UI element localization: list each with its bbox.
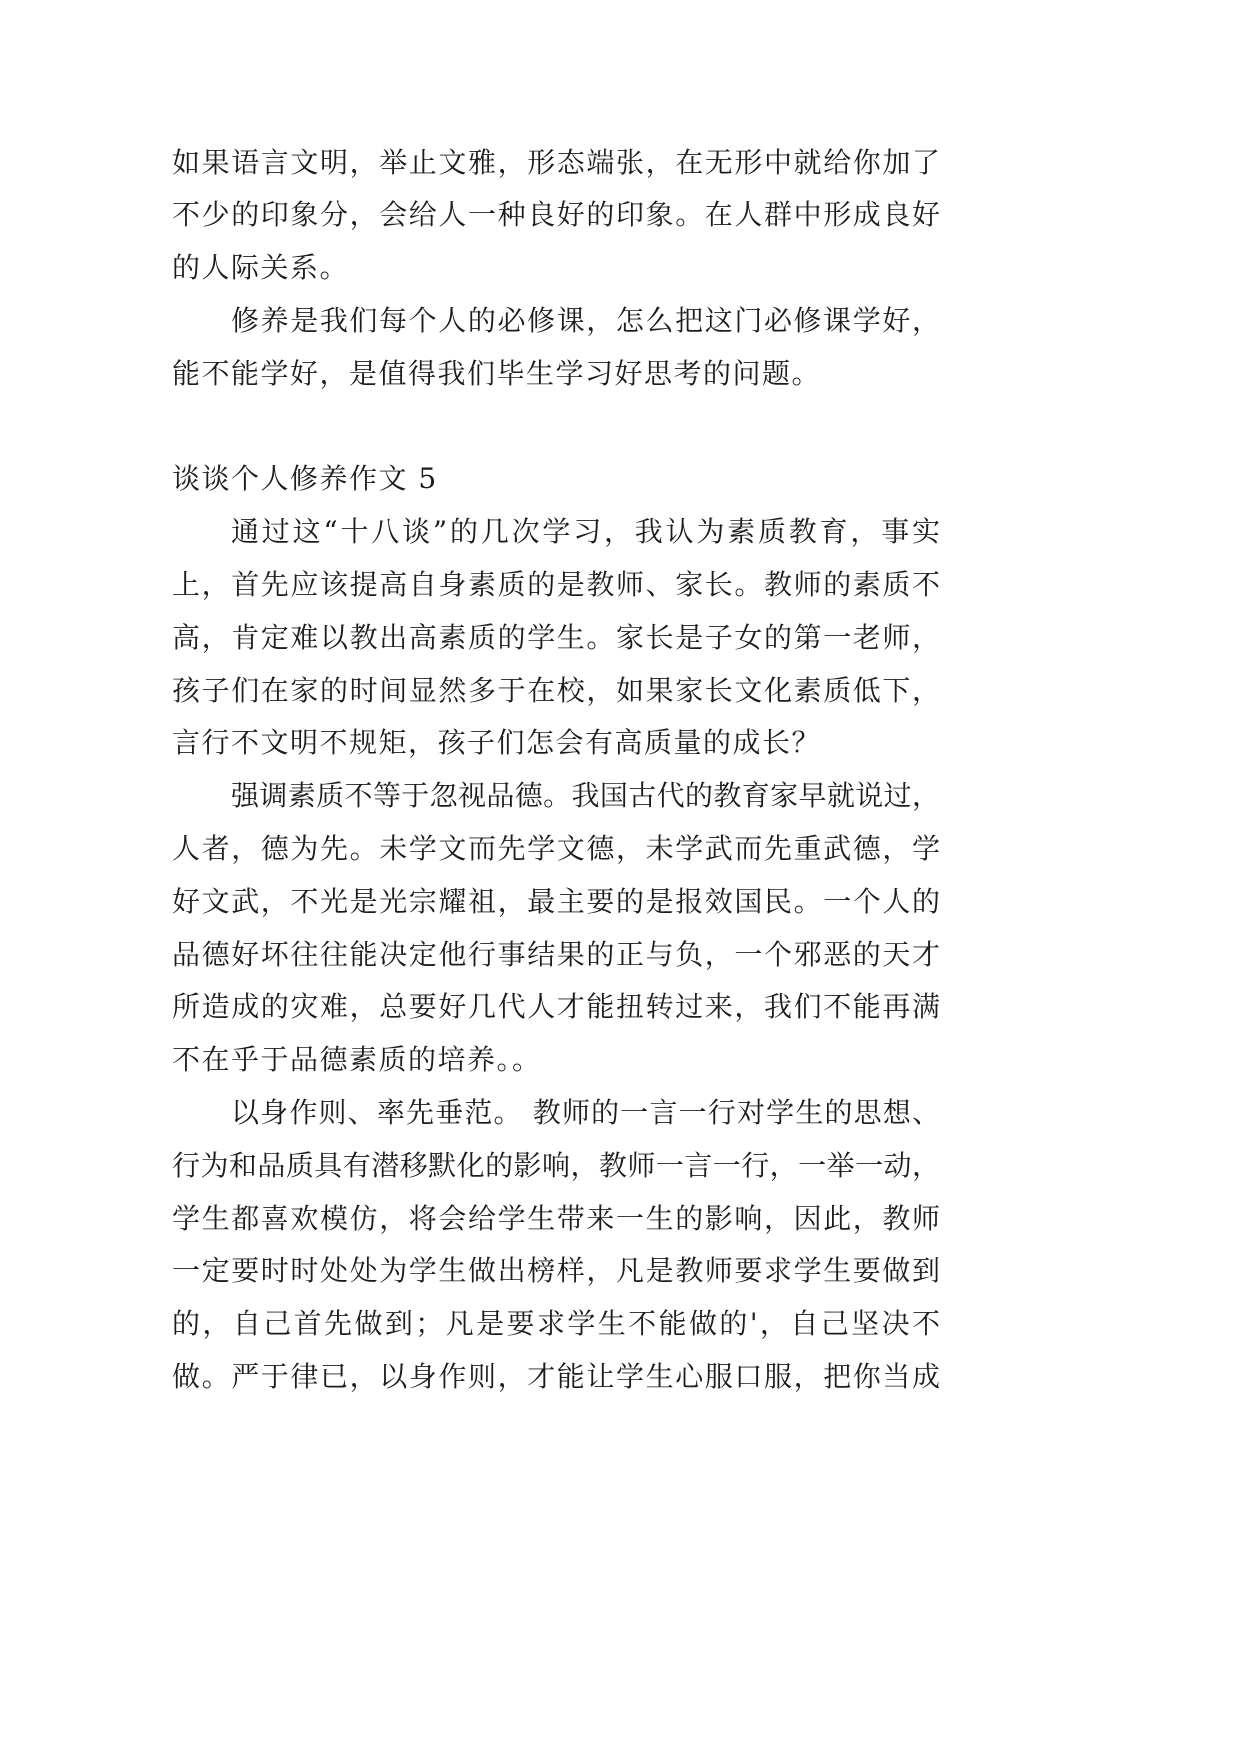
document-body	[172, 137, 940, 1404]
text-line: 能不能学好，是值得我们毕生学习好思考的问题。	[172, 356, 822, 390]
text-line: 不在乎于品德素质的培养。。	[172, 1043, 542, 1077]
text-line: 学生都喜欢模仿，将会给学生带来一生的影响，因此，教师	[172, 1201, 940, 1235]
text-line: 的，自己首先做到；凡是要求学生不能做的'，自己坚决不	[172, 1307, 940, 1341]
paragraph	[172, 506, 940, 770]
text-line: 强调素质不等于忽视品德。我国古代的教育家早就说过，	[231, 779, 940, 813]
text-line: 好文武，不光是光宗耀祖，最主要的是报效国民。一个人的	[172, 884, 940, 918]
text-line: 修养是我们每个人的必修课，怎么把这门必修课学好，	[231, 303, 940, 337]
article-title: 谈谈个人修养作文 5	[172, 462, 438, 496]
blank-line	[172, 401, 940, 454]
paragraph	[172, 137, 940, 295]
text-line: 以身作则、率先垂范。 教师的一言一行对学生的思想、	[231, 1095, 940, 1129]
text-line: 一定要时时处处为学生做出榜样，凡是教师要求学生要做到	[172, 1254, 940, 1288]
text-line: 孩子们在家的时间显然多于在校，如果家长文化素质低下，	[172, 673, 940, 707]
text-line: 人者，德为先。未学文而先学文德，未学武而先重武德，学	[172, 831, 940, 865]
text-line: 言行不文明不规矩，孩子们怎会有高质量的成长？	[172, 726, 822, 760]
text-line: 做。严于律已，以身作则，才能让学生心服口服，把你当成	[172, 1359, 940, 1393]
text-line: 的人际关系。	[172, 251, 350, 285]
paragraph	[172, 1087, 940, 1404]
paragraph	[172, 295, 940, 401]
text-line: 上，首先应该提高自身素质的是教师、家长。教师的素质不	[172, 567, 940, 601]
text-line: 高，肯定难以教出高素质的学生。家长是子女的第一老师，	[172, 620, 940, 654]
paragraph	[172, 770, 940, 1087]
text-line: 如果语言文明，举止文雅，形态端张，在无形中就给你加了	[172, 145, 940, 179]
text-line: 通过这“十八谈”的几次学习，我认为素质教育，事实	[231, 515, 940, 549]
text-line: 品德好坏往往能决定他行事结果的正与负，一个邪恶的天才	[172, 937, 940, 971]
text-line: 行为和品质具有潜移默化的影响，教师一言一行，一举一动，	[172, 1148, 940, 1182]
text-line: 所造成的灾难，总要好几代人才能扭转过来，我们不能再满	[172, 990, 940, 1024]
text-line: 不少的印象分，会给人一种良好的印象。在人群中形成良好	[172, 198, 940, 232]
